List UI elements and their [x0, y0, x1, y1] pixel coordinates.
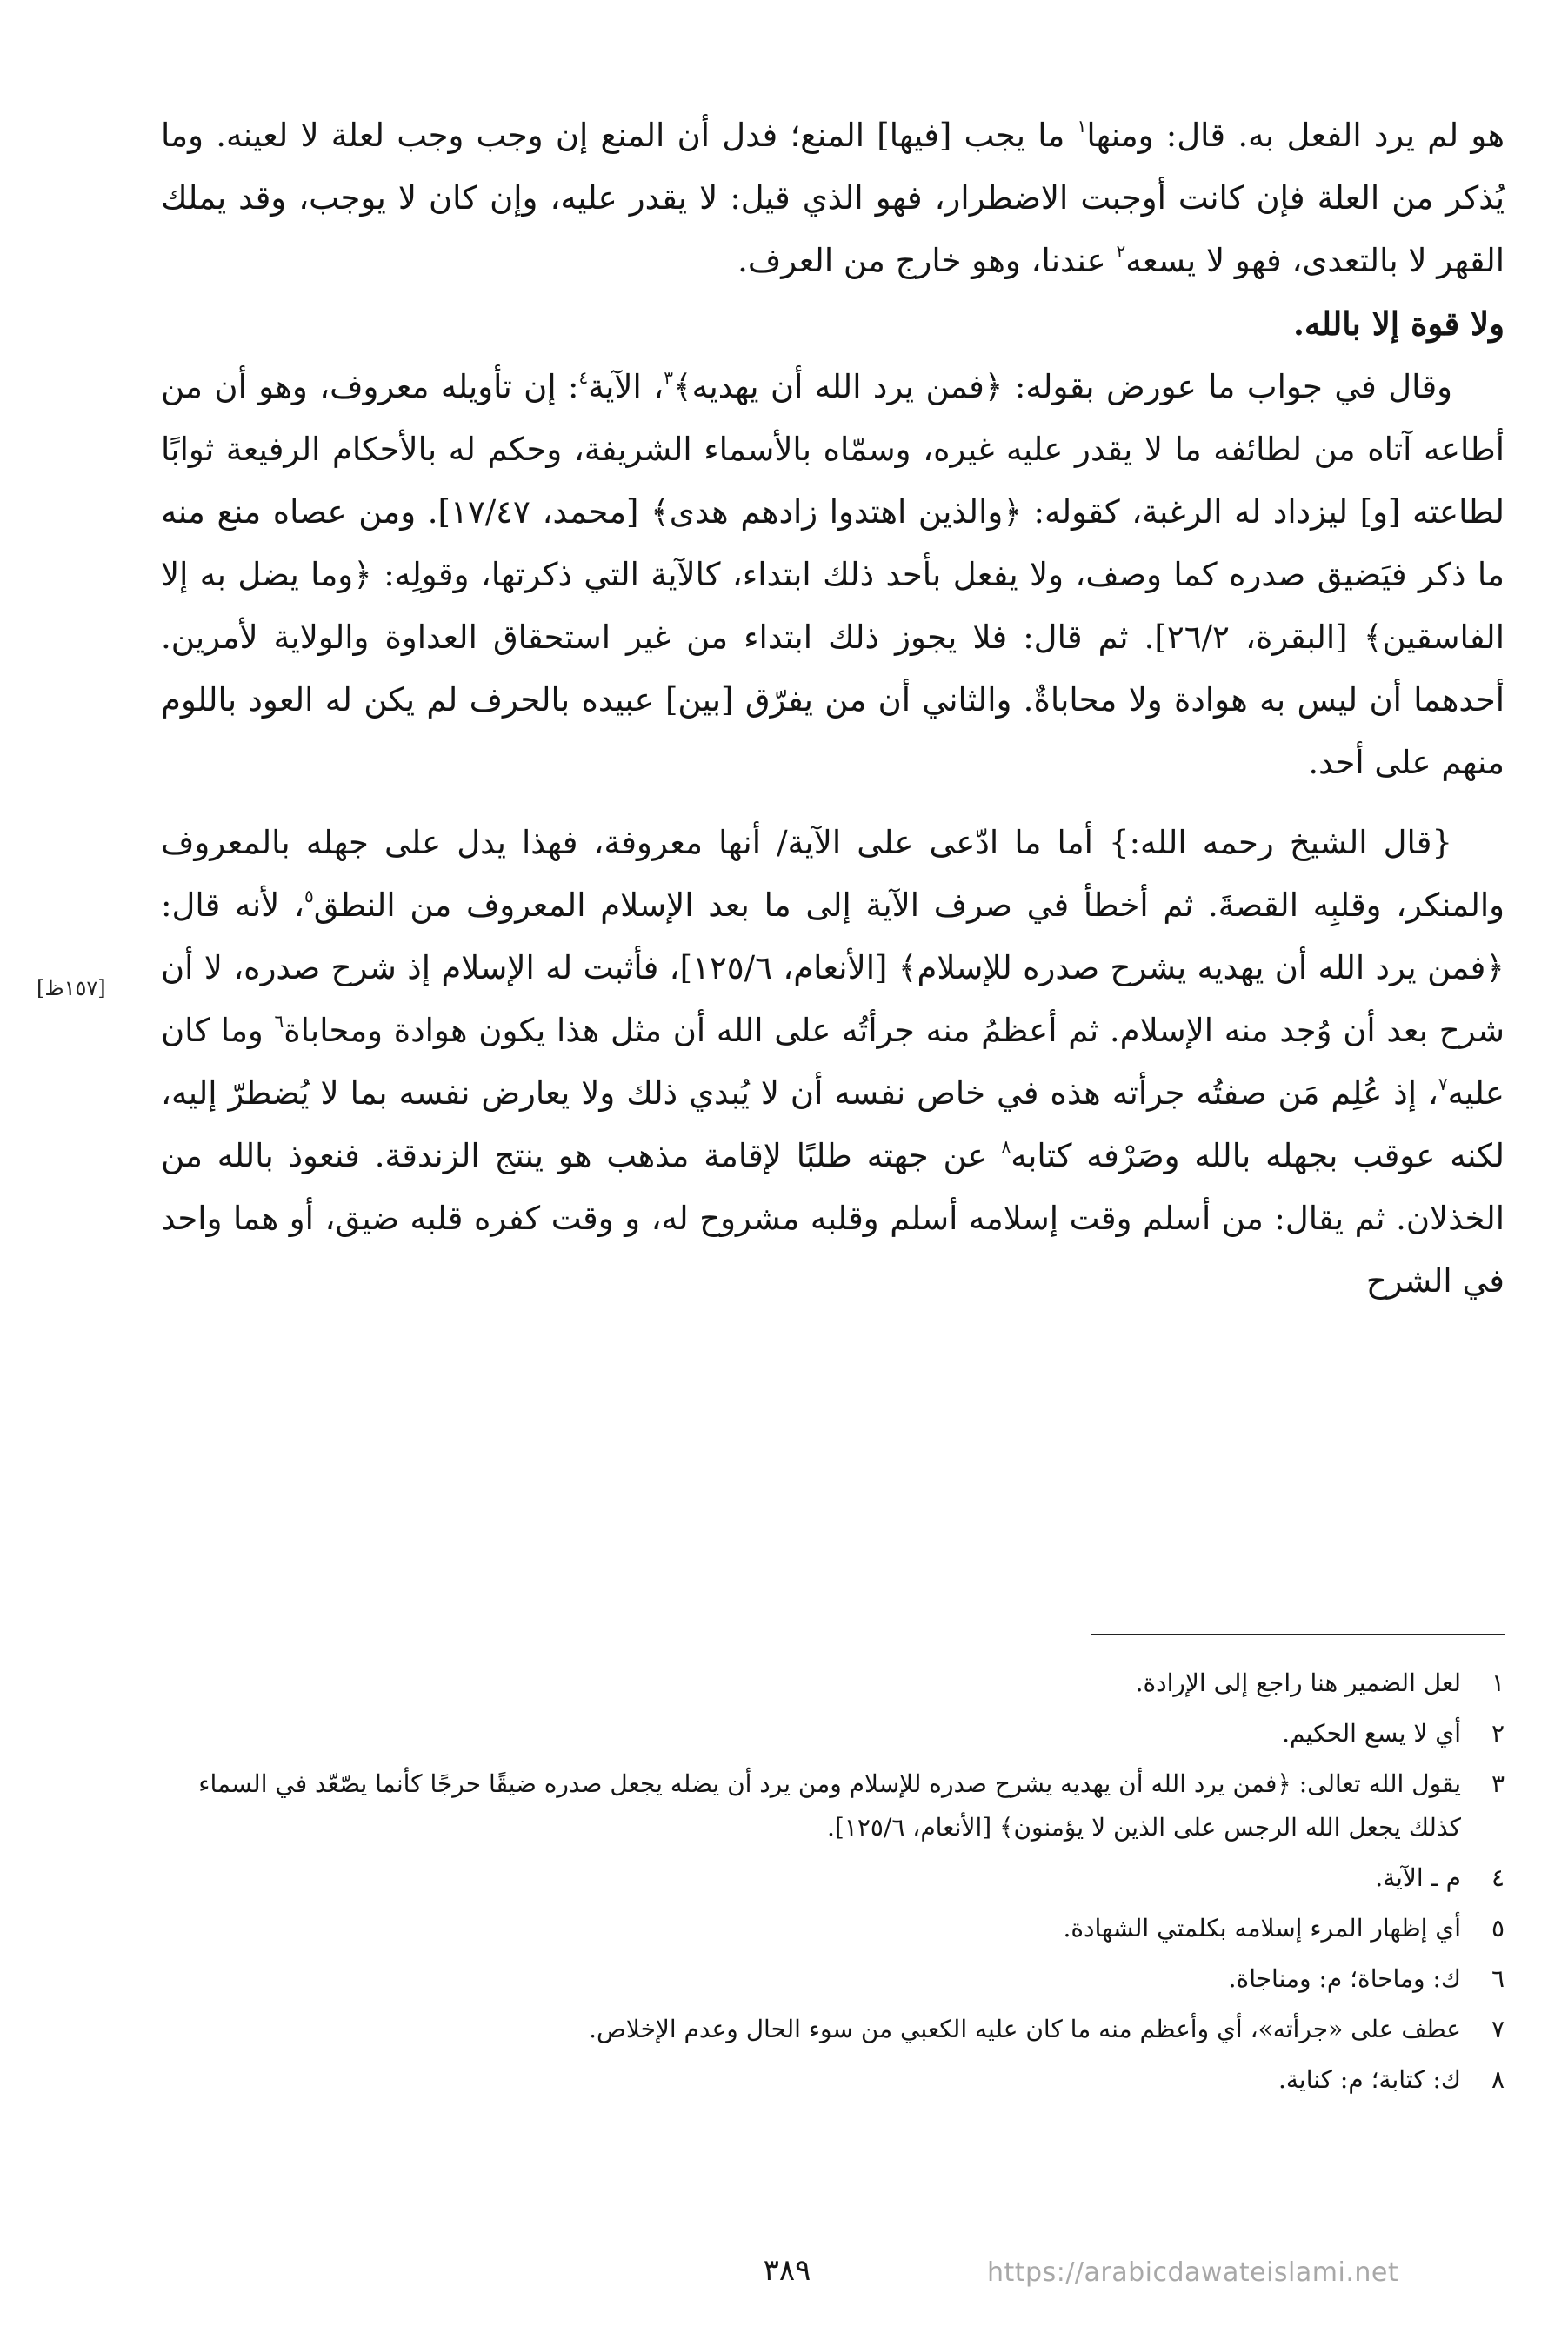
footnote-ref-8[interactable]: ٨	[1001, 1136, 1011, 1157]
footnote-number: ١	[1491, 1668, 1505, 1697]
paragraph-3	[161, 812, 1505, 1313]
footnote-text: يقول الله تعالى: ﴿فمن يرد الله أن يهديه يشرح صدره للإسلام ومن يرد أن يضله يجعل صدره ضيقًا حرجًا كأنما يصّعّد في السماء كذلك يجعل الله الرجس على الذين لا يؤمنون﴾ [الأنعام، ١٢٥/٦].	[198, 1769, 1461, 1842]
footnote-number: ٥	[1491, 1914, 1505, 1943]
manuscript-folio-marker: [١٥٧ظ]	[37, 976, 106, 1000]
footnote-ref-6[interactable]: ٦	[274, 1011, 284, 1032]
watermark-url: https://arabicdawateislami.net	[987, 2257, 1399, 2288]
main-text	[161, 104, 1505, 1313]
text-run: هو لم يرد الفعل به. قال: ومنها	[1086, 117, 1505, 154]
page-number: ٣٨٩	[763, 2253, 811, 2288]
text-run: {قال الشيخ رحمه الله:} أما ما ادّعى على الآية/ أنها معروفة، فهذا يدل على جهله بالمعروف والمنكر، وقلبِه القصةَ. ثم أخطأ في صرف الآية إلى ما بعد الإسلام المعروف من النطق	[161, 824, 1505, 924]
footnote-ref-1[interactable]: ١	[1077, 116, 1087, 137]
footnote-ref-3[interactable]: ٣	[664, 367, 673, 388]
footnote-text: م ـ الآية.	[1375, 1863, 1461, 1892]
footnote-number: ٦	[1491, 1964, 1505, 1993]
footnote-item	[161, 1957, 1505, 2001]
footnote-number: ٢	[1491, 1719, 1505, 1748]
text-run: ، لأنه قال: ﴿فمن يرد الله أن يهديه يشرح صدره للإسلام﴾ [الأنعام، ١٢٥/٦]، فأثبت له الإسلام إذ شرح صدره، لا أن شرح بعد أن وُجد منه الإسلام. ثم أعظمُ منه جرأتُه على الله أن مثل هذا يكون هوادة ومحاباة	[161, 886, 1505, 1049]
footnote-number: ٨	[1491, 2065, 1505, 2094]
text-run: ، الآية	[588, 368, 664, 405]
closing-phrase: ولا قوة إلا بالله.	[1293, 304, 1505, 343]
footnote-divider	[1091, 1634, 1505, 1635]
text-run: وقال في جواب ما عورض بقوله: ﴿فمن يرد الله أن يهديه﴾	[672, 368, 1452, 405]
footnote-text: أي لا يسع الحكيم.	[1282, 1719, 1461, 1748]
footnote-item	[161, 1662, 1505, 1705]
footnote-text: ك: وماحاة؛ م: ومناجاة.	[1228, 1964, 1461, 1993]
footnote-item	[161, 2058, 1505, 2102]
paragraph-2	[161, 356, 1505, 794]
text-run: ، إذ عُلِم مَن صفتُه جرأته هذه في خاص نفسه أن لا يُبدي ذلك ولا يعارض نفسه بما لا يُضطرّ إليه، لكنه عوقب بجهله بالله وصَرْفه كتابه	[161, 1074, 1505, 1174]
footnote-text: ك: كتابة؛ م: كناية.	[1278, 2065, 1461, 2094]
footnote-item	[161, 1907, 1505, 1950]
footnote-item	[161, 1712, 1505, 1755]
footnote-ref-5[interactable]: ٥	[304, 886, 314, 906]
footnote-ref-7[interactable]: ٧	[1438, 1073, 1448, 1094]
footnote-item	[161, 1762, 1505, 1849]
footnote-number: ٧	[1491, 2015, 1505, 2043]
footnote-item	[161, 2008, 1505, 2051]
footnotes	[161, 1662, 1505, 2109]
text-run: ما يجب [فيها] المنع؛ فدل أن المنع إن وجب وجب لعلة لا لعينه. وما يُذكر من العلة فإن كانت أوجبت الاضطرار، فهو الذي قيل: لا يقدر عليه، وإن كان لا يوجب، وقد يملك القهر لا بالتعدى، فهو لا يسعه	[161, 117, 1505, 279]
footnote-text: عطف على «جرأته»، أي وأعظم منه ما كان عليه الكعبي من سوء الحال وعدم الإخلاص.	[589, 2015, 1461, 2043]
footnote-number: ٣	[1491, 1769, 1505, 1798]
footnote-ref-4[interactable]: ٤	[578, 367, 589, 388]
text-run: عندنا، وهو خارج من العرف.	[737, 242, 1106, 279]
text-run: : إن تأويله معروف، وهو أن من أطاعه آتاه من لطائفه ما لا يقدر عليه غيره، وسمّاه بالأسماء الشريفة، وحكم له بالأحكام الرفيعة ثوابًا لطاعته [و] ليزداد له الرغبة، كقوله: ﴿والذين اهتدوا زادهم هدى﴾ [محمد، ١٧/٤٧]. ومن عصاه منع منه ما ذكر فيَضيق صدره كما وصف، ولا يفعل بأحد ذلك ابتداء، كالآية التي ذكرتها، وقولِه: ﴿وما يضل به إلا الفاسقين﴾ [البقرة، ٢٦/٢]. ثم قال: فلا يجوز ذلك ابتداء من غير استحقاق العداوة والولاية لأمرين. أحدهما أن ليس به هوادة ولا محاباةٌ. والثاني أن من يفرّق [بين] عبيده بالحرف لم يكن له العود باللوم منهم على أحد.	[161, 368, 1505, 781]
footnote-item	[161, 1856, 1505, 1900]
text-run: عن جهته طلبًا لإقامة مذهب هو ينتج الزندقة. فنعوذ بالله من الخذلان. ثم يقال: من أسلم وقت إسلامه أسلم وقلبه مشروح له، و وقت كفره قلبه ضيق، أو هما واحد في الشرح	[161, 1137, 1505, 1300]
footnote-ref-2[interactable]: ٢	[1116, 241, 1126, 262]
footnote-text: أي إظهار المرء إسلامه بكلمتي الشهادة.	[1063, 1914, 1461, 1943]
footnote-text: لعل الضمير هنا راجع إلى الإرادة.	[1135, 1668, 1461, 1697]
paragraph-1	[161, 104, 1505, 356]
footnote-number: ٤	[1491, 1863, 1505, 1892]
text-run: وما كان عليه	[161, 1012, 1505, 1112]
